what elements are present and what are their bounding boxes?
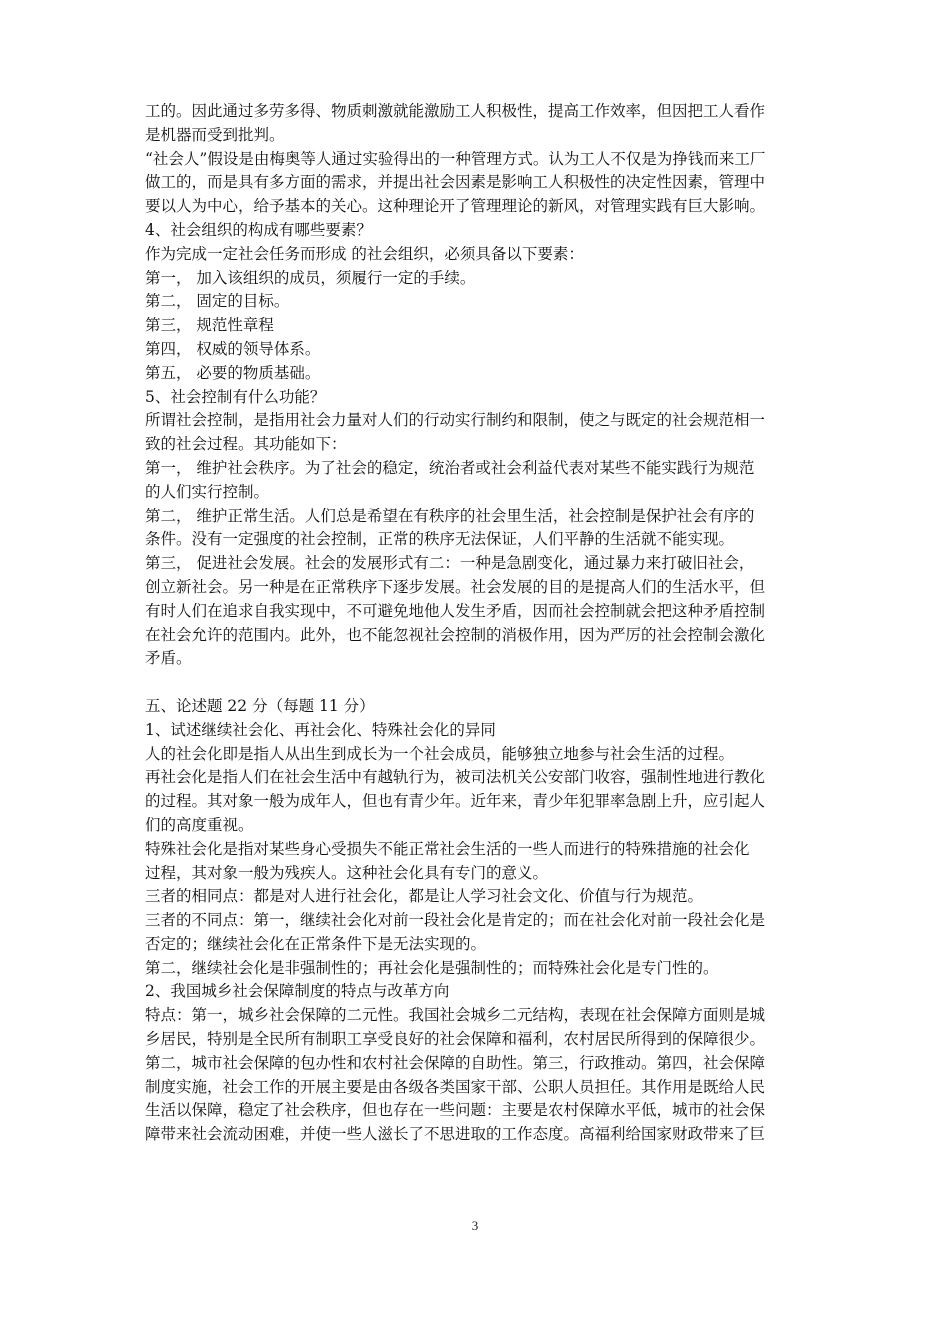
text-line: 致的社会过程。其功能如下：: [145, 435, 347, 454]
text-line: 过程，其对象一般为残疾人。这种社会化具有专门的意义。: [145, 863, 549, 882]
text-line: 第二， 固定的目标。: [145, 292, 290, 311]
text-line: 否定的；继续社会化在正常条件下是无法实现的。: [145, 934, 487, 953]
text-line: 的过程。其对象一般为成年人，但也有青少年。近年来，青少年犯罪率急剧上升，应引起人: [145, 792, 766, 811]
document-body: [145, 100, 813, 1147]
text-line: 们的高度重视。: [145, 815, 254, 834]
text-line: 创立新社会。另一种是在正常秩序下逐步发展。社会发展的目的是提高人们的生活水平，但: [145, 577, 766, 596]
text-line: 三者的不同点：第一，继续社会化对前一段社会化是肯定的；而在社会化对前一段社会化是: [145, 911, 766, 930]
text-line: 特点：第一，城乡社会保障的二元性。我国社会城乡二元结构，表现在社会保障方面则是城: [145, 1006, 766, 1025]
page-number: 3: [471, 1218, 479, 1233]
text-line: 第五， 必要的物质基础。: [145, 363, 321, 382]
text-line: 制度实施，社会工作的开展主要是由各级各类国家干部、公职人员担任。其作用是既给人民: [145, 1077, 766, 1096]
text-line: 第三， 促进社会发展。社会的发展形式有二：一种是急剧变化，通过暴力来打破旧社会，: [145, 554, 755, 573]
text-line: 第二， 维护正常生活。人们总是希望在有秩序的社会里生活，社会控制是保护社会有序的: [145, 506, 755, 525]
text-line: 第三， 规范性章程: [145, 316, 274, 335]
text-line: 生活以保障，稳定了社会秩序，但也存在一些问题：主要是农村保障水平低，城市的社会保: [145, 1101, 766, 1120]
text-line: 工的。因此通过多劳多得、物质刺激就能激励工人积极性，提高工作效率，但因把工人看作: [145, 102, 766, 120]
text-line: 乡居民，特别是全民所有制职工享受良好的社会保障和福利，农村居民所得到的保障很少。: [145, 1030, 766, 1049]
text-line: 五、论述题 22 分（每题 11 分）: [145, 696, 375, 715]
text-line: 要以人为中心，给予基本的关心。这种理论开了管理理论的新风，对管理实践有巨大影响。: [145, 197, 766, 216]
text-line: 5、社会控制有什么功能？: [145, 387, 326, 406]
text-line: 1、试述继续社会化、再社会化、特殊社会化的异同: [145, 720, 496, 739]
text-line: 再社会化是指人们在社会生活中有越轨行为，被司法机关公安部门收容，强制性地进行教化: [145, 768, 766, 787]
text-line: 第一， 加入该组织的成员，须履行一定的手续。: [145, 268, 476, 287]
text-line: 矛盾。: [145, 649, 192, 668]
text-line: 条件。没有一定强度的社会控制，正常的秩序无法保证，人们平静的生活就不能实现。: [145, 530, 735, 549]
text-line: 人的社会化即是指人从出生到成长为一个社会成员，能够独立地参与社会生活的过程。: [145, 744, 735, 763]
text-line: “社会人”假设是由梅奥等人通过实验得出的一种管理方式。认为工人不仅是为挣钱而来工厂: [145, 149, 766, 168]
text-line: 作为完成一定社会任务而形成 的社会组织，必须具备以下要素：: [145, 244, 584, 263]
text-line: 第二，城市社会保障的包办性和农村社会保障的自助性。第三，行政推动。第四，社会保障: [145, 1053, 766, 1072]
blank-line: [145, 671, 813, 695]
text-line: 特殊社会化是指对某些身心受损失不能正常社会生活的一些人而进行的特殊措施的社会化: [145, 839, 750, 858]
text-line: 三者的相同点：都是对人进行社会化，都是让人学习社会文化、价值与行为规范。: [145, 887, 704, 906]
text-line: 做工的，而是具有多方面的需求，并提出社会因素是影响工人积极性的决定性因素，管理中: [145, 173, 766, 192]
text-line: 障带来社会流动困难，并使一些人滋长了不思进取的工作态度。高福利给国家财政带来了巨: [145, 1125, 766, 1144]
text-line: 有时人们在追求自我实现中，不可避免地他人发生矛盾，因而社会控制就会把这种矛盾控制: [145, 601, 766, 620]
text-line: 的人们实行控制。: [145, 482, 270, 501]
text-line: 第四， 权威的领导体系。: [145, 339, 321, 358]
text-line: 是机器而受到批判。: [145, 125, 285, 144]
text-line: 第二，继续社会化是非强制性的；再社会化是强制性的；而特殊社会化是专门性的。: [145, 958, 719, 977]
text-line: 所谓社会控制，是指用社会力量对人们的行动实行制约和限制，使之与既定的社会规范相一: [145, 411, 766, 430]
text-line: 2、我国城乡社会保障制度的特点与改革方向: [145, 982, 450, 1001]
text-line: 4、社会组织的构成有哪些要素？: [145, 220, 372, 239]
text-line: 第一， 维护社会秩序。为了社会的稳定，统治者或社会利益代表对某些不能实践行为规范: [145, 458, 755, 477]
text-line: 在社会允许的范围内。此外，也不能忽视社会控制的消极作用，因为严厉的社会控制会激化: [145, 625, 766, 644]
